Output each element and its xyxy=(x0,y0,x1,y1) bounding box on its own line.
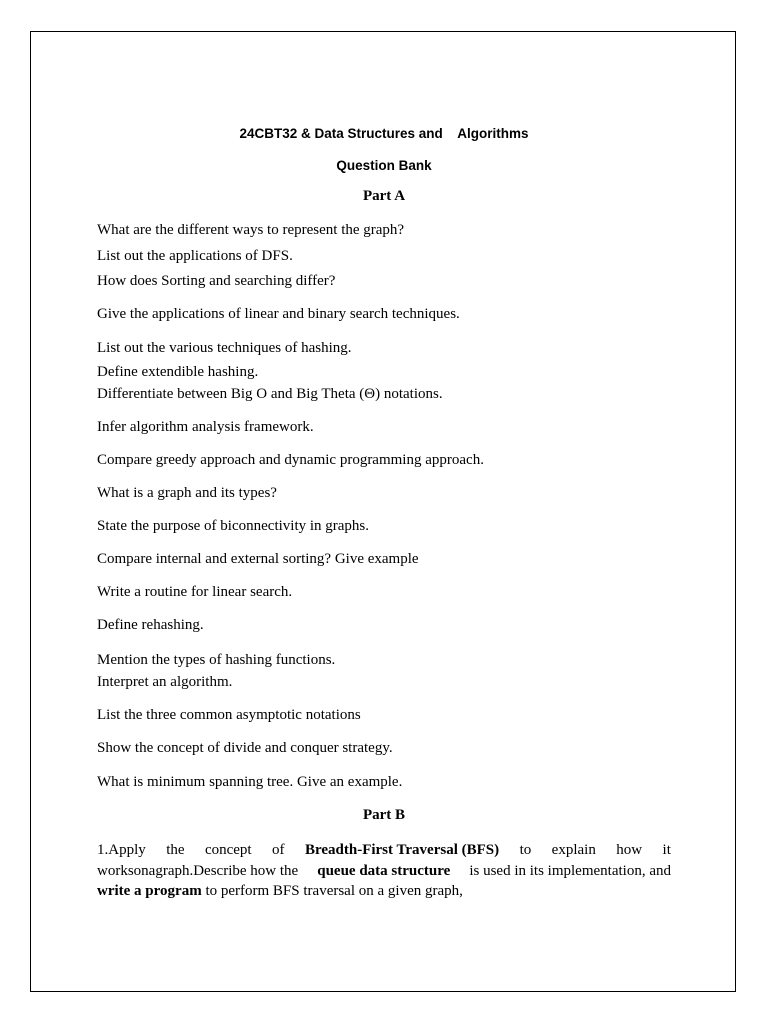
part-b-q1-word: of xyxy=(272,842,285,858)
question-item: What are the different ways to represent the graph? xyxy=(97,222,405,238)
question-item: Infer algorithm analysis framework. xyxy=(97,419,314,435)
part-b-q1-line-3 xyxy=(97,881,671,902)
part-b-q1-bold-program: write a program xyxy=(97,883,202,899)
part-b-q1-word: concept xyxy=(204,842,252,858)
part-b-q1-bold-bfs: Breadth-First Traversal (BFS) xyxy=(304,842,500,858)
part-b-heading: Part B xyxy=(362,807,406,823)
part-b-q1-word: the xyxy=(166,842,185,858)
part-b-q1-word: explain xyxy=(551,842,596,858)
question-item: Give the applications of linear and binary search techniques. xyxy=(97,306,460,322)
part-b-q1-text: to perform BFS traversal on a given graph, xyxy=(205,883,463,899)
question-item: List the three common asymptotic notations xyxy=(97,707,361,723)
question-bank-subtitle: Question Bank xyxy=(336,158,432,173)
part-b-question-1 xyxy=(97,840,671,902)
question-item: List out the applications of DFS. xyxy=(97,248,293,264)
part-b-q1-line-1 xyxy=(97,840,671,861)
question-item: Define extendible hashing. xyxy=(97,364,259,380)
question-item: Interpret an algorithm. xyxy=(97,674,233,690)
part-b-q1-word: it xyxy=(662,842,671,858)
part-b-q1-word: 1.Apply xyxy=(97,842,146,858)
question-item: Define rehashing. xyxy=(97,617,204,633)
course-title: 24CBT32 & Data Structures and Algorithms xyxy=(239,126,529,141)
part-a-heading: Part A xyxy=(362,188,406,204)
part-b-q1-bold-queue: queue data structure xyxy=(317,862,451,879)
question-item: What is minimum spanning tree. Give an example. xyxy=(97,774,403,790)
part-b-q1-text: is used in its implementation, and xyxy=(469,862,671,879)
question-item: Mention the types of hashing functions. xyxy=(97,652,336,668)
question-item: Write a routine for linear search. xyxy=(97,584,293,600)
question-item: Compare greedy approach and dynamic programming approach. xyxy=(97,452,484,468)
part-b-q1-text: worksonagraph.Describe how the xyxy=(97,862,299,879)
question-item: What is a graph and its types? xyxy=(97,485,277,501)
question-item: Differentiate between Big O and Big Theta (Θ) notations. xyxy=(97,386,443,402)
question-item: List out the various techniques of hashing. xyxy=(97,340,352,356)
question-item: Show the concept of divide and conquer strategy. xyxy=(97,740,393,756)
part-b-q1-word: how xyxy=(616,842,643,858)
question-item: How does Sorting and searching differ? xyxy=(97,273,336,289)
part-b-q1-line-2 xyxy=(97,861,671,882)
question-item: State the purpose of biconnectivity in graphs. xyxy=(97,518,370,534)
part-b-q1-word: to xyxy=(519,842,532,858)
question-item: Compare internal and external sorting? Give example xyxy=(97,551,419,567)
